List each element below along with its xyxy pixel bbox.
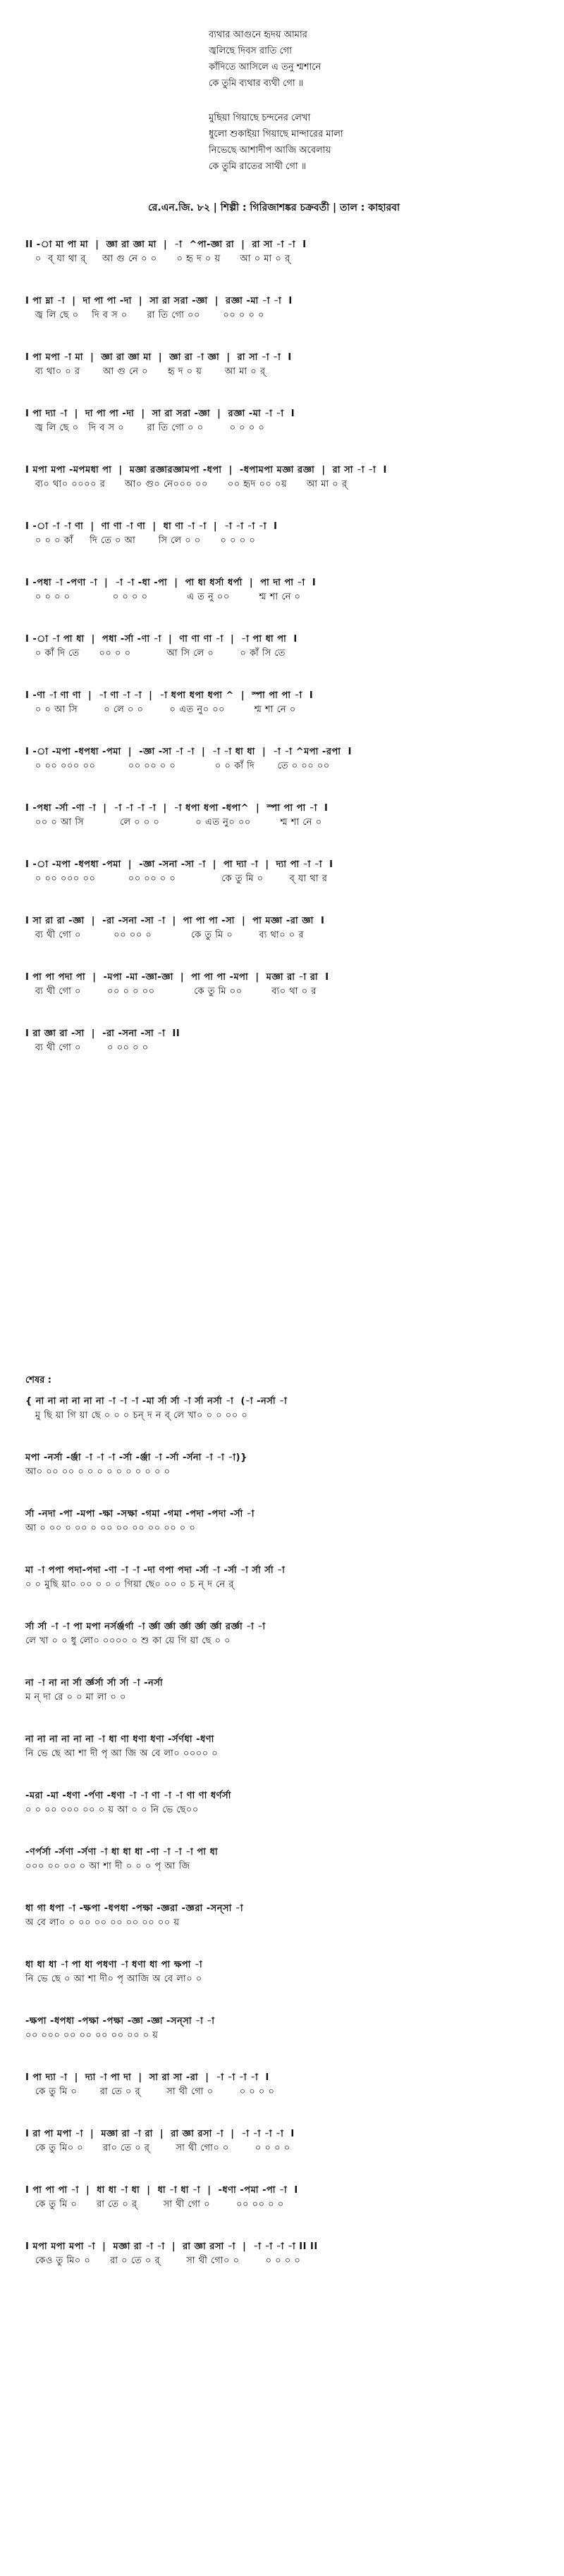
swara-row: I পা দ্যা -া | দ্যা -া পা দা | সা রা সা -রা | -া -া -া -া I	[25, 2072, 269, 2083]
notation-block	[25, 633, 547, 661]
notation-block	[25, 1027, 547, 1055]
swara-row: মপা -নর্সা -র্ঞ্জা -া -া -া -র্সা -র্ঞ্জা -া -র্সা -র্সনা -া -া -া)}	[25, 1452, 247, 1463]
lyric-syllable-row: মু ছি য়া গি য়া ছে ০ ০ ০ চন্ দ ন ব্ লে খা০ ০ ০ ০০ ০	[25, 1410, 248, 1421]
notation-block	[25, 576, 547, 604]
lyric-syllable-row: কে তু মি ০ রা তে ০ র্ সা থী গো ০ ০ ০ ০ ০	[25, 2086, 275, 2097]
notation-block	[25, 2184, 547, 2212]
swara-row: I পা দ্যা -া | দা পা পা -দা | সা রা সরা -জ্ঞা | রজ্ঞা -মা -া -া I	[25, 409, 295, 419]
notation-block	[25, 2240, 547, 2268]
swara-row: I -া -মপা -ধপধা -পমা | -জ্ঞা -সা -া -া | -া -া ধা ধা | -া -া ^মপা -রপা I	[25, 747, 352, 757]
lyric-syllable-row: কেও তু মি০ ০ রা ০ তে ০ র্ সা থী গো০ ০ ০ ০ ০ ০	[25, 2255, 301, 2266]
lyrics-stanza-2	[209, 110, 462, 175]
lyric-syllable-row: ব্য থী গো ০ ০০ ০০ ০ কে তু মি ০ ব্য থা০ ০ র	[25, 930, 305, 940]
notation-block	[25, 1789, 547, 1817]
swara-row: { না না না না না না -া -া -া -মা র্সা র্সা -া র্সা নর্সা -া (-া -নর্সা -া	[25, 1396, 288, 1407]
lyric-line: কাঁদিতে আসিলে এ তনু শ্মশানে	[209, 62, 321, 73]
swara-row: ধা গা ধপা -া -ক্ষপা -ধপধা -পক্ষা -জ্ঞরা -জ্ঞরা -সন্‌সা -া	[25, 1903, 244, 1914]
notation-block	[25, 238, 547, 266]
song-lyrics	[209, 27, 462, 193]
swara-row: না না না না না না -া ধা ণা ধণা ধণা -র্সর্ণধা -ধণা	[25, 1734, 214, 1745]
lyric-line: ব্যথার আগুনে হৃদয় আমার	[209, 30, 307, 40]
lyric-syllable-row: ০০০ ০০ ০০ ০ আ শা দী ০ ০ ০ পৃ আ জি	[25, 1861, 190, 1872]
notation-block	[25, 520, 547, 548]
lyric-syllable-row: ব্য থী গো ০ ০ ০০ ০ ০	[25, 1043, 149, 1053]
lyric-line: নিভেছে আশাদীপ আজি অবেলায়	[209, 145, 331, 156]
swara-row: II -া মা পা মা | জ্ঞা রা জ্ঞা মা | -া ^পা-জ্ঞা রা | রা সা -া -া I	[25, 239, 307, 250]
lyric-syllable-row: নি ভে ছে ০ আ শা দী০ পৃ আজি অ বে লা০ ০	[25, 1974, 202, 1984]
lyric-line: কে তুমি ব্যথার ব্যথী গো ॥	[209, 78, 304, 89]
lyric-syllable-row: ০ ব্ যা থা র্ আ গু নে ০ ০ ০ হৃ দ ০ য় আ ০ মা ০ র্	[25, 254, 290, 264]
notation-block	[25, 2015, 547, 2043]
lyric-syllable-row: ০ ০ ০ কাঁ দি তে ০ আ সি লে ০ ০ ০ ০ ০ ০	[25, 535, 256, 546]
swara-row: I সা রা রা -জ্ঞা | -রা -সনা -সা -া | পা পা পা -সা | পা মজ্ঞা -রা জ্ঞা I	[25, 916, 325, 926]
lyric-syllable-row: ম ন্ দা রে ০ ০ মা লা ০ ০	[25, 1692, 126, 1703]
notation-block	[25, 914, 547, 942]
notation-block	[25, 1958, 547, 1986]
lyric-syllable-row: জ্ব লি ছে ০ দি ব স ০ রা তি গো ০০ ০০ ০ ০ ০	[25, 310, 264, 321]
lyric-syllable-row: ব্য০ থা০ ০০০০ র আ০ গু০ নে০০০ ০০ ০০ হৃদ ০০ ০য় আ মা ০ র্	[25, 479, 348, 490]
swara-row: I -পধা -া -পণা -া | -া -া -ধা -পা | পা ধা ধর্সা ধর্পা | পা দা পা -া I	[25, 578, 317, 588]
lyric-syllable-row: ০০ ০ আ সি লে ০ ০ ০ ০ এত নু০ ০০ শ্ম শা নে ০	[25, 817, 322, 828]
lyric-syllable-row: কে তু মি ০ রা তে ০ র্ সা থী গো ০ ০০ ০০ ০ ০	[25, 2199, 284, 2210]
record-info: রে.এন.জি. ৮২ | শিল্পী : গিরিজাশঙ্কর চক্রবর্তী | তাল : কাহারবা	[148, 202, 400, 213]
section-label: শেষর :	[25, 1375, 52, 1386]
swara-row: I -া -া -া ণা | ণা ণা -া ণা | ধা ণা -া -া | -া -া -া -া I	[25, 521, 278, 532]
notation-block	[25, 802, 547, 830]
lyric-syllable-row: ০ ০০ ০০০ ০০ ০০ ০০ ০ ০ কে তু মি ০ ব্ যা থা র	[25, 873, 328, 884]
notation-block	[25, 1846, 547, 1874]
lyric-syllable-row: কে তু মি০ ০ রা০ তে ০ র্ সা থী গো০ ০ ০ ০ ০ ০	[25, 2143, 290, 2153]
swara-row: I -পধা -র্সা -ণা -া | -া -া -া -া | -া ধপা ধপা -ধপা^ | স্পা পা পা -া I	[25, 803, 329, 814]
notation-block	[25, 745, 547, 773]
notation-block	[25, 407, 547, 435]
lyric-syllable-row: ০ কাঁ দি তে ০০ ০ ০ আ সি লে ০ ০ কাঁ সি তে	[25, 648, 286, 659]
lyric-syllable-row: ব্য থী গো ০ ০০ ০ ০ ০০ কে তু মি ০০ ব্য০ থা ০ র	[25, 986, 317, 997]
notation-block	[25, 1451, 547, 1479]
swara-row: I পা পা পা -া | ধা ধা -া ধা | ধা -া ধা -া | -ধণা -পমা -পা -া I	[25, 2185, 298, 2196]
lyric-syllable-row: অ বে লা০ ০ ০০ ০০ ০০ ০০ ০০ ০০ য়	[25, 1917, 180, 1928]
swara-row: I -ণা -া ণা ণা | -া ণা -া -া | -া ধপা ধপা ধপা ^ | স্পা পা পা -া I	[25, 690, 314, 701]
notation-block	[25, 2071, 547, 2099]
notation-block	[25, 2127, 547, 2155]
swara-row: I রা পা মপা -া | মজ্ঞা রা -া রা | রা জ্ঞা রসা -া | -া -া -া -া I	[25, 2129, 295, 2139]
lyric-line: মুছিয়া গিয়াছে চন্দনের লেখা	[209, 113, 311, 123]
swara-row: -মরা -মা -ধণা -র্পণা -ধণা -া -া ণা -া -া ণা ণা ধর্ণর্সা	[25, 1791, 231, 1801]
swara-row: মা -া পপা পদা-পদা -ণা -া -া -দা ণপা পদা -র্সা -া -র্সা -া র্সা র্সা -া	[25, 1565, 286, 1576]
lyric-syllable-row: নি ভে ছে আ শা দী পৃ আ জি অ বে লা০ ০০০০ ০	[25, 1748, 219, 1759]
lyric-syllable-row: ব্য থা০ ০ র আ গু নে ০ হৃ দ ০ য় আ মা ০ র্	[25, 366, 266, 377]
swara-row: I -া -া পা ধা | পধা -র্সা -ণা -া | ণা ণা ণা -া | -া পা ধা পা I	[25, 634, 298, 645]
notation-block	[25, 463, 547, 492]
lyric-syllable-row: ০ ০ মুছি য়া০ ০০ ০ ০ ০ গিয়া ছে০ ০০ ০ চ ন্ দ নে র্	[25, 1579, 234, 1590]
lyric-line: কে তুমি রাতের সাথী গো ॥	[209, 161, 307, 172]
swara-row: I পা মপা -া মা | জ্ঞা রা জ্ঞা মা | জ্ঞা রা -া জ্ঞা | রা সা -া -া I	[25, 352, 292, 363]
lyric-syllable-row: ০০ ০০০ ০০ ০০ ০০ ০০ ০০ ০ য়	[25, 2030, 159, 2041]
swara-row: I মপা মপা -মপমধা পা | মজ্ঞা রজ্ঞারজ্ঞামপা -ধপা | -ধপামপা মজ্ঞা রজ্ঞা | রা সা -া -া I	[25, 465, 387, 475]
notation-block	[25, 858, 547, 886]
lyric-syllable-row: ০ ০ ০০ ০০০ ০০ ০ য় আ ০ ০ নি ভে ছে০০	[25, 1805, 199, 1815]
notation-block	[25, 1902, 547, 1930]
swara-row: ধা ধা ধা -া পা ধা পধণা -া ধণা ধা পা ক্ষপা -া	[25, 1960, 203, 1970]
lyric-line: জ্বলিছে দিবস রাতি গো	[209, 46, 293, 56]
lyric-syllable-row: ০ ০ ০ ০ ০ ০ ০ ০ এ ত নু ০০ শ্ম শা নে ০	[25, 592, 301, 602]
notation-block	[25, 1507, 547, 1536]
swara-row: -ণর্পর্সা -র্সণা -র্সণা -া ধা ধা ধা -ণা -া -া -া পা ধা	[25, 1847, 219, 1858]
swara-row: I পা ম্না -া | দা পা পা -দা | সা রা সরা -জ্ঞা | রজ্ঞা -মা -া -া I	[25, 296, 293, 306]
swara-row: I -া -মপা -ধপধা -পমা | -জ্ঞা -সনা -সা -া | পা দ্যা -া | দ্যা পা -া -া I	[25, 859, 333, 870]
lyric-syllable-row: জ্ব লি ছে ০ দি ব স ০ রা তি গো ০ ০ ০ ০ ০ ০	[25, 423, 265, 433]
lyric-line: ধুলো শুকাইয়া গিয়াছে মান্দারের মালা	[209, 129, 343, 139]
notation-block	[25, 1676, 547, 1705]
notation-block	[25, 1395, 547, 1423]
swara-row: -ক্ষপা -ধপধা -পক্ষা -পক্ষা -জ্ঞা -জ্ঞা -সন্‌সা -া -া	[25, 2016, 215, 2027]
notation-block	[25, 1733, 547, 1761]
lyrics-stanza-1	[209, 27, 462, 92]
notation-block	[25, 971, 547, 999]
notation-block	[25, 1620, 547, 1648]
swara-row: I রা জ্ঞা রা -সা | -রা -সনা -সা -া II	[25, 1028, 180, 1039]
lyric-syllable-row: ০ ০ আ সি ০ লে ০ ০ ০ এত নু০ ০০ শ্ম শা নে ০	[25, 704, 296, 715]
lyric-syllable-row: ০ ০০ ০০০ ০০ ০০ ০০ ০ ০ ০ ০ কাঁ দি তে ০ ০০ ০০	[25, 761, 330, 771]
swara-row: র্সা -নদা -পা -মপা -ক্ষা -সক্ষা -গমা -গমা -পদা -পদা -র্সা -া	[25, 1509, 255, 1519]
swara-row: না -া না না র্সা র্জ্ঞর্সা র্সা র্সা -া -নর্সা	[25, 1678, 164, 1688]
swara-row: I মপা মপা মপা -া | মজ্ঞা রা -া -া | রা জ্ঞা রসা -া | -া -া -া -া II II	[25, 2241, 318, 2252]
notation-block	[25, 351, 547, 379]
swara-row: র্সা র্সা -া -া পা মপা নর্সর্ঞ্জর্গা -া র্জ্ঞা র্জ্ঞা র্জ্ঞা র্জ্ঞা র্জ্ঞা রর্জ্ঞা -া -া	[25, 1622, 266, 1632]
notation-block	[25, 1564, 547, 1592]
lyric-syllable-row: আ০ ০০ ০০ ০ ০ ০ ০ ০ ০ ০ ০ ০ ০	[25, 1467, 171, 1477]
notation-block	[25, 689, 547, 717]
lyric-syllable-row: লে খা ০ ০ ধু লো০ ০০০০ ০ শু কা য়ে গি য়া ছে ০ ০	[25, 1636, 231, 1646]
swara-row: I পা পা পদা পা | -মপা -মা -জ্ঞা-জ্ঞা | পা পা পা -মপা | মজ্ঞা রা -া রা I	[25, 972, 329, 983]
notation-block	[25, 294, 547, 323]
lyric-syllable-row: আ ০ ০০ ০ ০০ ০ ০০ ০০ ০০ ০০ ০০ ০ ০	[25, 1523, 196, 1533]
